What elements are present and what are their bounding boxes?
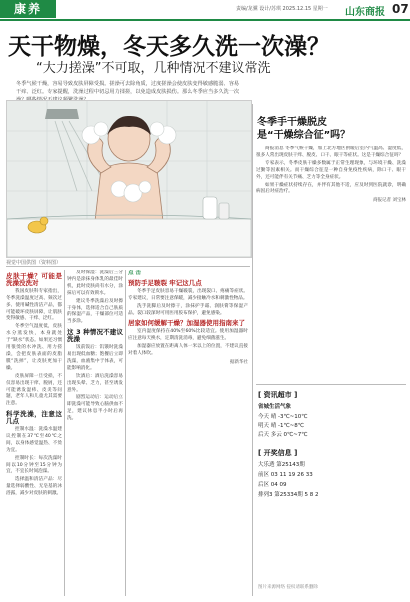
info-section-head: [ 资讯超市 ] xyxy=(258,391,298,399)
divider xyxy=(256,384,406,385)
section-tag-click: 点 击 xyxy=(128,270,141,276)
right-article-body xyxy=(256,146,406,378)
weather-item: 明天 晴 -1℃~8℃ xyxy=(258,423,304,429)
article-column-3 xyxy=(128,270,248,596)
subhead-three-cases: 这 3 种情况不建议洗澡 xyxy=(67,328,123,344)
column-divider xyxy=(64,270,65,596)
paper-name: 山东商报 xyxy=(345,7,385,18)
subhead-humidifier: 居家如何缓解干燥？加湿器使用指南来了 xyxy=(128,319,245,328)
footnote: 图片来源网络 侵权请联系删除 xyxy=(258,585,318,590)
lottery-item: 后区 04 09 xyxy=(258,482,287,488)
subhead-hand-foot: 预防手足皲裂 牢记这几点 xyxy=(128,278,202,287)
photo-caption: 视觉中国供图（资料图） xyxy=(6,260,62,266)
lottery-item: 排列3 第25334期 5 8 2 xyxy=(258,492,319,498)
col3-para: 洗手洗脚后及时擦干，涂抹护手霜、润肤膏等保湿产品。裂口较深时可用医用胶布保护，避免感染。 xyxy=(128,303,248,316)
col2-para: 饭前饭后：饥饿时洗澡易出现低血糖；饱餐后立即洗澡，血液集中于体表，可能影响消化。 xyxy=(67,345,123,371)
right-para: 专家表示，冬季皮肤干燥多数属于正常生理现象，与环境干燥、洗澡过勤等因素相关。而干燥综合征是一种自身免疫性疾病，除口干、眼干外，还可能伴有关节痛、乏力等全身症状。 xyxy=(256,160,406,180)
headline: 天干物燥，冬天多久洗一次澡？ xyxy=(8,34,330,60)
col1-para: 冬季空气湿度低，皮肤水分蒸发快，本身就处于“缺水”状态。如果还习惯用很烫的水冲洗、用力搓澡，会把皮肤表面的皮脂膜“洗掉”，让皮肤更加干燥。 xyxy=(6,324,62,371)
right-byline: 商报记者 刘宝林 xyxy=(373,198,406,204)
col1-para: 我国皮肤科专家指出，冬季洗澡温度过高、频次过多、使用碱性清洁产品，都可能破坏皮肤屏障，让肌肤变得敏感、干痒、泛红。 xyxy=(6,288,62,322)
subhead-scientific-bathing: 科学洗澡，注意这几点 xyxy=(6,410,62,426)
column-divider xyxy=(125,270,126,596)
col2-para: 建议冬季洗澡后及时擦干身体，选择适合自己肤质的保湿产品，干燥部位可适当多涂。 xyxy=(67,298,123,325)
lottery-section-head: [ 开奖信息 ] xyxy=(258,449,298,457)
right-article-title xyxy=(257,116,350,142)
right-title-line2: 是“干燥综合征”吗？ xyxy=(257,130,351,141)
byline: 据新华社 xyxy=(230,359,248,365)
lottery-item: 大乐透 第25143期 xyxy=(258,462,305,468)
col1-para: 控制水温：洗澡水温建议控制在37℃至40℃之间，以身体感觉温热、不烫为宜。 xyxy=(6,427,62,453)
col1-para: 选择温和清洁产品：尽量选择弱酸性、无皂基的沐浴露，减少对皮肤的刺激。 xyxy=(6,477,62,497)
subhead-dry-skin: 皮肤干燥？可能是洗澡没洗对 xyxy=(6,272,62,287)
article-column-2 xyxy=(67,270,123,596)
col1-para: 控制时长：每次洗澡时间以10分钟至15分钟为宜，不宜长时间泡澡。 xyxy=(6,455,62,475)
header-rule xyxy=(0,19,410,21)
header-meta: 责编/龙骥 设计/苏琪 2025.12.15 星期一 xyxy=(236,6,328,12)
col3-para: 室内湿度保持在40%至60%比较适宜。使用加湿器时应注意每天换水，定期清洗消毒，避免细菌滋生。 xyxy=(128,329,248,342)
col1-para: 皮肤屏障一旦受损，不仅容易出现干痒、脱屑，还可能诱发湿疹、皮炎等问题，老年人和儿童尤其需要注意。 xyxy=(6,373,62,407)
child-bathing-illustration xyxy=(7,101,251,257)
subheadline: “大力搓澡”不可取，几种情况不建议常洗 xyxy=(36,61,271,76)
right-para: 如果干燥症状持续存在，并伴有其他不适，应及时到医院就诊，明确病因后对症治疗。 xyxy=(256,182,406,195)
page-number: 07 xyxy=(392,2,409,16)
col2-para: 及时保湿：洗澡后三分钟内是涂抹身体乳的最佳时机，此时皮肤尚有水分，涂抹后可以有效锁水。 xyxy=(67,270,123,296)
bath-photo xyxy=(6,100,252,258)
col3-para: 加湿器应放置在距离人体一米以上的位置，不建议直接对着人体吹。 xyxy=(128,344,248,357)
column-divider xyxy=(252,104,253,596)
weather-item: 后天 多云 0℃~7℃ xyxy=(258,432,308,438)
section-tag: 康养 xyxy=(0,0,56,18)
col3-para: 冬季手足皮肤容易干燥皲裂，出现裂口、疼痛等症状。专家建议，日常要注意保暖，减少接触冷水和刺激性物品。 xyxy=(128,288,248,301)
page-header xyxy=(0,0,410,18)
col2-para: 饮酒后：酒后洗澡容易出现头晕、乏力，甚至诱发意外。 xyxy=(67,373,123,393)
lead-paragraph: 冬季气候干燥，容易导致皮肤屏障受损。搓澡可去除角质，过度搓澡会使皮肤变得敏感脆弱、容易干痒、泛红。专家提醒，洗澡过程中切忌用力揉搓，以免造成皮肤损伤。那么冬季应当多久洗一次 xyxy=(16,81,240,95)
weather-title: 省城生活气象 xyxy=(258,404,292,410)
lottery-item: 前区 03 11 19 26 33 xyxy=(258,472,313,478)
col2-para: 剧烈运动后：运动后立即洗澡可能导致心脑供血不足，建议休息半小时后再洗。 xyxy=(67,395,123,422)
article-column-1 xyxy=(6,270,62,596)
right-para: 商报消息 冬季气候干燥，加上北方地区供暖后室内气温高、湿度低，很多人常出现皮肤干痒、脱皮、口干、眼干等症状。这是干燥综合征吗？ xyxy=(256,146,406,158)
weather-item: 今天 晴 -3℃~10℃ xyxy=(258,414,308,420)
right-title-line1: 冬季手干燥脱皮 xyxy=(257,117,327,128)
divider xyxy=(6,266,250,267)
